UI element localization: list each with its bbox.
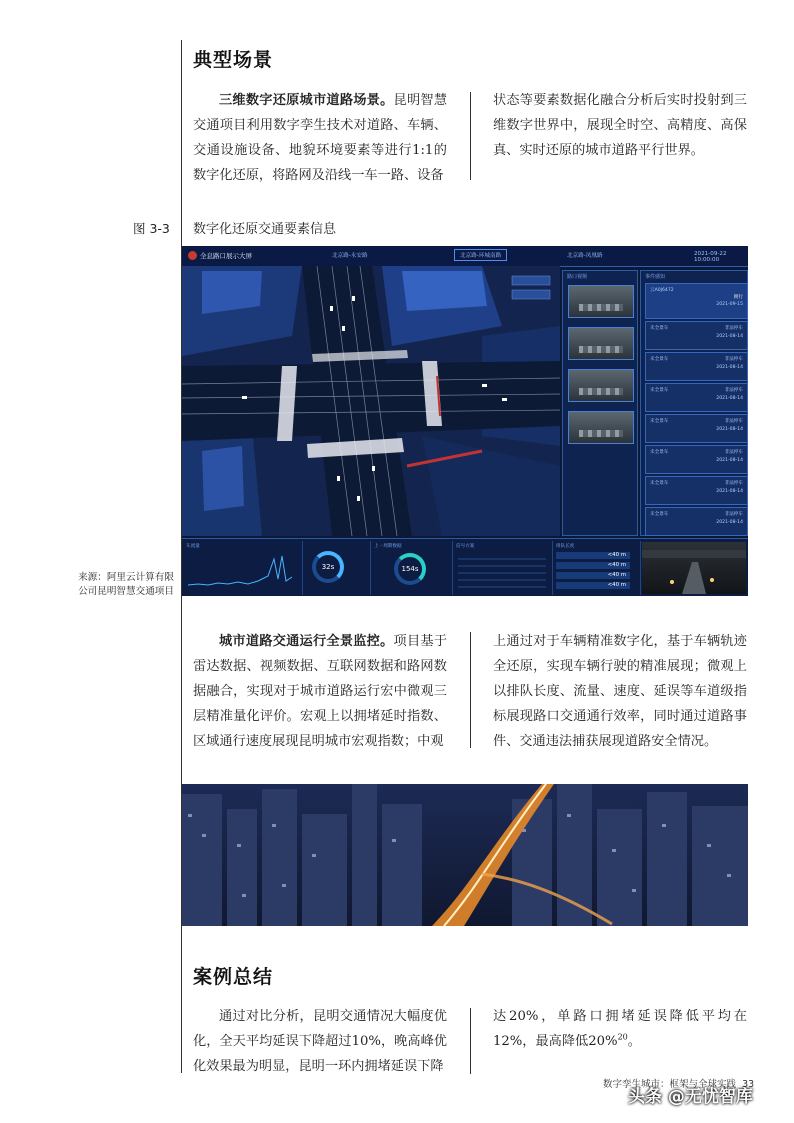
queue-value: <40 m <box>607 562 626 568</box>
event-plate: 未全景车 <box>650 481 669 486</box>
queue-bar <box>556 552 630 559</box>
figure-title: 数字化还原交通要素信息 <box>193 222 337 237</box>
dashboard-tab: 北京路-永安路 <box>332 253 368 259</box>
camera-feed <box>568 285 634 318</box>
3d-intersection-map <box>182 266 560 536</box>
queue-bar <box>556 572 630 579</box>
queue-value: <40 m <box>607 572 626 578</box>
column-divider <box>470 92 471 180</box>
event-date: 2021-08-14 <box>716 334 743 339</box>
event-plate: 云A0J6472 <box>650 288 674 293</box>
camera-feed <box>568 327 634 360</box>
watermark: 头条 @无忧智库 <box>628 1087 753 1107</box>
camera-panel-title: 路口视频 <box>567 274 588 280</box>
event-card <box>645 476 748 505</box>
cycle-value: 32s <box>321 563 335 571</box>
queue-bar <box>556 562 630 569</box>
previous-cycle-panel <box>370 541 453 595</box>
event-date: 2021-08-14 <box>716 396 743 401</box>
event-card <box>645 383 748 412</box>
event-card <box>645 283 748 319</box>
section-heading-case-summary: 案例总结 <box>193 966 274 988</box>
cycle-panel <box>302 541 371 595</box>
traffic-dashboard-image <box>182 246 748 596</box>
queue-panel <box>552 541 641 595</box>
event-plate: 未全景车 <box>650 450 669 455</box>
dashboard-header <box>182 246 748 267</box>
event-status: 拥行 <box>733 295 743 300</box>
section-heading-typical-scenarios: 典型场景 <box>193 49 274 71</box>
event-card <box>645 321 748 350</box>
signal-plan-panel <box>452 541 553 595</box>
city-night-photo <box>182 784 748 926</box>
dashboard-tab-active: 北京路-环城南路 <box>454 249 507 261</box>
paragraph-summary-left: 通过对比分析，昆明交通情况大幅度优化，全天平均延误下降超过10%，晚高峰优化效果最为明显，昆明一环内拥堵延误下降 <box>193 1009 447 1074</box>
footnote-reference: 20 <box>617 1032 628 1042</box>
book-title: 数字孪生城市：框架与全球实践 <box>603 1079 737 1090</box>
dashboard-date: 2021-09-22 10:00:00 <box>694 251 727 263</box>
queue-bar <box>556 582 630 589</box>
previous-cycle-value: 154s <box>401 565 419 573</box>
dashboard-tab: 北京路-凤凰路 <box>567 253 603 259</box>
event-date: 2021-08-14 <box>716 427 743 432</box>
dashboard-title: 全息路口展示大屏 <box>200 252 252 260</box>
event-status: 非法停车 <box>724 481 743 486</box>
police-emblem-icon <box>188 251 197 260</box>
event-status: 非法停车 <box>724 357 743 362</box>
paragraph-monitoring-left <box>193 629 447 754</box>
event-card <box>645 445 748 474</box>
camera-panel <box>562 270 638 536</box>
paragraph-text: 昆明智慧交通项目利用数字孪生技术对道路、车辆、交通设施设备、地貌环境要素等进行1:1的数字化还原，将路网及沿线一车一路、设备 <box>193 93 448 183</box>
lead-bold: 城市道路交通运行全景监控。 <box>219 634 394 649</box>
flow-panel <box>182 541 303 595</box>
event-plate: 未全景车 <box>650 512 669 517</box>
event-date: 2021-08-14 <box>716 489 743 494</box>
column-divider <box>470 632 471 748</box>
event-plate: 未全景车 <box>650 419 669 424</box>
paragraph-monitoring-right: 上通过对于车辆精准数字化，基于车辆轨迹全还原，实现车辆行驶的精准展现；微观上以排队长度、流量、速度、延误等车道级指标展现路口交通通行效率，同时通过道路事件、交通违法捕获展现道路安全情况。 <box>493 634 747 749</box>
paragraph-3d-restoration-right: 状态等要素数据化融合分析后实时投射到三维数字世界中，展现全时空、高精度、高保真、实时还原的城市道路平行世界。 <box>493 93 747 158</box>
previous-cycle-ring <box>394 553 426 585</box>
paragraph-text: 达20%，单路口拥堵延误降低平均在12%，最高降低20% <box>493 1009 747 1049</box>
previous-cycle-title: 上一周期数据 <box>374 544 402 549</box>
event-plate: 未全景车 <box>650 388 669 393</box>
paragraph-3d-restoration-left <box>193 88 447 188</box>
paragraph-text: 项目基于雷达数据、视频数据、互联网数据和路网数据融合，实现对于城市道路运行宏中微观三层精准量化评价。宏观上以拥堵延时指数、区域通行速度展现昆明城市宏观指数；中观 <box>193 634 448 749</box>
signal-plan-title: 信号方案 <box>456 544 475 549</box>
camera-feed <box>568 411 634 444</box>
event-status: 非法停车 <box>724 512 743 517</box>
flow-panel-title: 车流量 <box>186 544 200 549</box>
queue-panel-title: 排队长度 <box>556 544 575 549</box>
camera-feed <box>568 369 634 402</box>
event-status: 非法停车 <box>724 388 743 393</box>
cycle-ring <box>312 551 344 583</box>
queue-value: <40 m <box>607 552 626 558</box>
event-date: 2021-08-14 <box>716 520 743 525</box>
paragraph-summary-right <box>493 1004 747 1054</box>
event-card <box>645 352 748 381</box>
event-card <box>645 507 748 536</box>
event-card <box>645 414 748 443</box>
flow-sparkline <box>188 551 296 591</box>
figure-source: 来源：阿里云计算有限公司昆明智慧交通项目 <box>78 572 174 597</box>
event-status: 非法停车 <box>724 419 743 424</box>
column-divider <box>470 1008 471 1074</box>
paragraph-end: 。 <box>627 1034 641 1049</box>
queue-value: <40 m <box>607 582 626 588</box>
lead-bold: 三维数字还原城市道路场景。 <box>219 93 394 108</box>
event-status: 非法停车 <box>724 326 743 331</box>
event-plate: 未全景车 <box>650 326 669 331</box>
event-date: 2021-08-14 <box>716 365 743 370</box>
event-status: 非法停车 <box>724 450 743 455</box>
signal-plan-table <box>458 553 546 589</box>
event-panel-title: 事件感知 <box>645 274 666 280</box>
event-date: 2021-08-14 <box>716 458 743 463</box>
event-panel <box>640 270 748 536</box>
event-date: 2021-09-15 <box>716 302 743 307</box>
event-plate: 未全景车 <box>650 357 669 362</box>
figure-number: 图 3-3 <box>133 221 170 236</box>
page-number: 33 <box>742 1079 755 1090</box>
street-camera-photo <box>642 542 746 594</box>
